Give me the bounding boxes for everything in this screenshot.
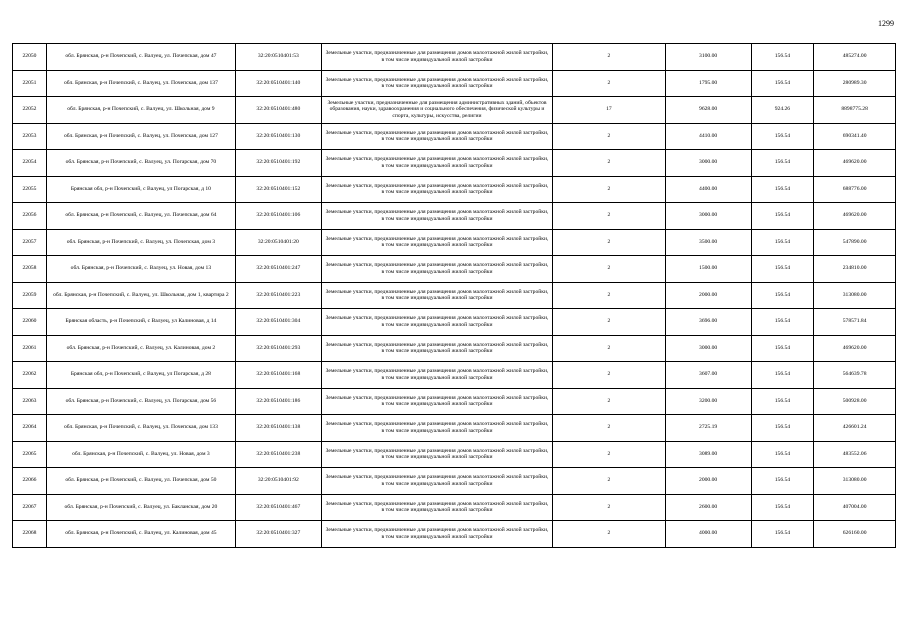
specific-value-cell: 156.54 — [751, 229, 814, 256]
cadastral-value-cell: 8898775.28 — [814, 97, 896, 124]
specific-value-cell: 924.26 — [751, 97, 814, 124]
cadastral-value-cell: 469620.00 — [814, 203, 896, 230]
cadastral-value-cell: 547890.00 — [814, 229, 896, 256]
area-cell: 9628.00 — [665, 97, 751, 124]
table-row — [13, 415, 896, 442]
row-number: 22057 — [13, 229, 47, 256]
specific-value-cell: 156.54 — [751, 362, 814, 389]
cadastral-value-cell: 469620.00 — [814, 150, 896, 177]
category-cell: 2 — [553, 521, 665, 548]
table-row — [13, 97, 896, 124]
row-number: 22065 — [13, 441, 47, 468]
cadastral-number-cell: 32:20:0510401:467 — [235, 494, 321, 521]
category-cell: 2 — [553, 229, 665, 256]
category-cell: 2 — [553, 282, 665, 309]
land-use-cell: Земельные участки, предназначенные для размещения домов малоэтажной жилой застройки, в том числе индивидуальной жилой застройки — [321, 203, 552, 230]
specific-value-cell: 156.54 — [751, 256, 814, 283]
specific-value-cell: 156.54 — [751, 468, 814, 495]
cadastral-number-cell: 32:20:0510401:247 — [235, 256, 321, 283]
cadastral-number-cell: 32:20:0510401:223 — [235, 282, 321, 309]
row-number: 22060 — [13, 309, 47, 336]
cadastral-value-table — [12, 43, 896, 548]
cadastral-number-cell: 32:20:0510401:53 — [235, 44, 321, 71]
address-cell: Брянская обл, р-н Почепский, с Валуец, ул Погарская, д 28 — [46, 362, 235, 389]
address-cell: обл. Брянская, р-н Почепский, с. Валуец, ул. Почепская, дом 3 — [46, 229, 235, 256]
cadastral-value-cell: 690341.40 — [814, 123, 896, 150]
table-row — [13, 229, 896, 256]
land-use-cell: Земельные участки, предназначенные для размещения домов малоэтажной жилой застройки, в том числе индивидуальной жилой застройки — [321, 282, 552, 309]
cadastral-value-cell: 578571.84 — [814, 309, 896, 336]
table-row — [13, 309, 896, 336]
area-cell: 1795.00 — [665, 70, 751, 97]
category-cell: 2 — [553, 388, 665, 415]
row-number: 22061 — [13, 335, 47, 362]
category-cell: 2 — [553, 44, 665, 71]
row-number: 22064 — [13, 415, 47, 442]
row-number: 22059 — [13, 282, 47, 309]
address-cell: обл. Брянская, р-н Почепский, с. Валуец, ул. Почепская, дом 47 — [46, 44, 235, 71]
land-use-cell: Земельные участки, предназначенные для размещения домов малоэтажной жилой застройки, в том числе индивидуальной жилой застройки — [321, 123, 552, 150]
cadastral-value-cell: 407004.00 — [814, 494, 896, 521]
table-row — [13, 521, 896, 548]
table-row — [13, 468, 896, 495]
specific-value-cell: 156.54 — [751, 123, 814, 150]
table-row — [13, 282, 896, 309]
specific-value-cell: 156.54 — [751, 282, 814, 309]
row-number: 22066 — [13, 468, 47, 495]
specific-value-cell: 156.54 — [751, 70, 814, 97]
area-cell: 2000.00 — [665, 282, 751, 309]
area-cell: 3000.00 — [665, 203, 751, 230]
area-cell: 4400.00 — [665, 176, 751, 203]
category-cell: 2 — [553, 176, 665, 203]
category-cell: 2 — [553, 70, 665, 97]
address-cell: обл. Брянская, р-н Почепский, с. Валуец, ул. Калиновая, дом 45 — [46, 521, 235, 548]
address-cell: Брянская область, р-н Почепский, с Валуец, ул Калиновая, д 14 — [46, 309, 235, 336]
area-cell: 3089.00 — [665, 441, 751, 468]
address-cell: обл. Брянская, р-н Почепский, с. Валуец, ул. Почепская, дом 133 — [46, 415, 235, 442]
area-cell: 3000.00 — [665, 335, 751, 362]
land-use-cell: Земельные участки, предназначенные для размещения административных зданий, объектов образования, науки, здравоохранения и социального обеспечения, физической культуры и спорта, культуры, искусства, религии — [321, 97, 552, 124]
category-cell: 2 — [553, 203, 665, 230]
table-row — [13, 203, 896, 230]
table-row — [13, 176, 896, 203]
land-use-cell: Земельные участки, предназначенные для размещения домов малоэтажной жилой застройки, в том числе индивидуальной жилой застройки — [321, 441, 552, 468]
land-use-cell: Земельные участки, предназначенные для размещения домов малоэтажной жилой застройки, в том числе индивидуальной жилой застройки — [321, 70, 552, 97]
specific-value-cell: 156.54 — [751, 388, 814, 415]
category-cell: 2 — [553, 468, 665, 495]
specific-value-cell: 156.54 — [751, 415, 814, 442]
cadastral-number-cell: 32:20:0510401:168 — [235, 362, 321, 389]
row-number: 22062 — [13, 362, 47, 389]
cadastral-number-cell: 32:20:0510401:293 — [235, 335, 321, 362]
area-cell: 3200.00 — [665, 388, 751, 415]
address-cell: обл. Брянская, р-н Почепский, с. Валуец, ул. Почепская, дом 64 — [46, 203, 235, 230]
land-use-cell: Земельные участки, предназначенные для размещения домов малоэтажной жилой застройки, в том числе индивидуальной жилой застройки — [321, 521, 552, 548]
category-cell: 2 — [553, 441, 665, 468]
category-cell: 2 — [553, 494, 665, 521]
land-use-cell: Земельные участки, предназначенные для размещения домов малоэтажной жилой застройки, в том числе индивидуальной жилой застройки — [321, 309, 552, 336]
address-cell: обл. Брянская, р-н Почепский, с. Валуец, ул. Новая, дом 13 — [46, 256, 235, 283]
cadastral-number-cell: 32:20:0510401:186 — [235, 388, 321, 415]
area-cell: 4000.00 — [665, 521, 751, 548]
area-cell: 4410.00 — [665, 123, 751, 150]
area-cell: 2600.00 — [665, 494, 751, 521]
cadastral-value-cell: 426601.24 — [814, 415, 896, 442]
specific-value-cell: 156.54 — [751, 494, 814, 521]
table-row — [13, 150, 896, 177]
area-cell: 3000.00 — [665, 150, 751, 177]
row-number: 22058 — [13, 256, 47, 283]
table-row — [13, 256, 896, 283]
cadastral-value-cell: 280989.30 — [814, 70, 896, 97]
cadastral-number-cell: 32:20:0510401:20 — [235, 229, 321, 256]
row-number: 22055 — [13, 176, 47, 203]
land-use-cell: Земельные участки, предназначенные для размещения домов малоэтажной жилой застройки, в том числе индивидуальной жилой застройки — [321, 362, 552, 389]
cadastral-number-cell: 32:20:0510401:92 — [235, 468, 321, 495]
land-use-cell: Земельные участки, предназначенные для размещения домов малоэтажной жилой застройки, в том числе индивидуальной жилой застройки — [321, 335, 552, 362]
row-number: 22051 — [13, 70, 47, 97]
table-row — [13, 335, 896, 362]
specific-value-cell: 156.54 — [751, 521, 814, 548]
cadastral-value-cell: 313080.00 — [814, 468, 896, 495]
category-cell: 2 — [553, 256, 665, 283]
page-number: 1299 — [878, 19, 894, 28]
table-row — [13, 388, 896, 415]
cadastral-number-cell: 32:20:0510401:480 — [235, 97, 321, 124]
cadastral-number-cell: 32:20:0510401:304 — [235, 309, 321, 336]
address-cell: обл. Брянская, р-н Почепский, с. Валуец, ул. Бакланская, дом 20 — [46, 494, 235, 521]
category-cell: 17 — [553, 97, 665, 124]
specific-value-cell: 156.54 — [751, 203, 814, 230]
address-cell: обл. Брянская, р-н Почепский, с. Валуец, ул. Школьная, дом 1, квартира 2 — [46, 282, 235, 309]
cadastral-value-cell: 500928.00 — [814, 388, 896, 415]
row-number: 22052 — [13, 97, 47, 124]
cadastral-value-cell: 313080.00 — [814, 282, 896, 309]
specific-value-cell: 156.54 — [751, 309, 814, 336]
cadastral-value-cell: 469620.00 — [814, 335, 896, 362]
land-use-cell: Земельные участки, предназначенные для размещения домов малоэтажной жилой застройки, в том числе индивидуальной жилой застройки — [321, 494, 552, 521]
table-row — [13, 44, 896, 71]
land-use-cell: Земельные участки, предназначенные для размещения домов малоэтажной жилой застройки, в том числе индивидуальной жилой застройки — [321, 44, 552, 71]
area-cell: 2725.19 — [665, 415, 751, 442]
cadastral-value-cell: 564639.78 — [814, 362, 896, 389]
area-cell: 3607.00 — [665, 362, 751, 389]
land-use-cell: Земельные участки, предназначенные для размещения домов малоэтажной жилой застройки, в том числе индивидуальной жилой застройки — [321, 176, 552, 203]
land-use-cell: Земельные участки, предназначенные для размещения домов малоэтажной жилой застройки, в том числе индивидуальной жилой застройки — [321, 150, 552, 177]
cadastral-value-cell: 485274.00 — [814, 44, 896, 71]
category-cell: 2 — [553, 415, 665, 442]
cadastral-number-cell: 32:20:0510401:106 — [235, 203, 321, 230]
cadastral-number-cell: 32:20:0510401:152 — [235, 176, 321, 203]
cadastral-value-cell: 626160.00 — [814, 521, 896, 548]
area-cell: 3500.00 — [665, 229, 751, 256]
table-row — [13, 123, 896, 150]
cadastral-value-cell: 234810.00 — [814, 256, 896, 283]
cadastral-number-cell: 32:20:0510401:138 — [235, 415, 321, 442]
land-use-cell: Земельные участки, предназначенные для размещения домов малоэтажной жилой застройки, в том числе индивидуальной жилой застройки — [321, 388, 552, 415]
category-cell: 2 — [553, 309, 665, 336]
land-use-cell: Земельные участки, предназначенные для размещения домов малоэтажной жилой застройки, в том числе индивидуальной жилой застройки — [321, 256, 552, 283]
row-number: 22067 — [13, 494, 47, 521]
specific-value-cell: 156.54 — [751, 44, 814, 71]
address-cell: обл. Брянская, р-н Почепский, с. Валуец, ул. Погарская, дом 56 — [46, 388, 235, 415]
cadastral-number-cell: 32:20:0510401:130 — [235, 123, 321, 150]
address-cell: обл. Брянская, р-н Почепский, с. Валуец, ул. Почепская, дом 137 — [46, 70, 235, 97]
cadastral-number-cell: 32:20:0510401:327 — [235, 521, 321, 548]
area-cell: 3100.00 — [665, 44, 751, 71]
cadastral-number-cell: 32:20:0510401:140 — [235, 70, 321, 97]
address-cell: обл. Брянская, р-н Почепский, с. Валуец, ул. Почепская, дом 127 — [46, 123, 235, 150]
row-number: 22050 — [13, 44, 47, 71]
row-number: 22054 — [13, 150, 47, 177]
specific-value-cell: 156.54 — [751, 335, 814, 362]
address-cell: обл. Брянская, р-н Почепский, с. Валуец, ул. Погарская, дом 70 — [46, 150, 235, 177]
area-cell: 2000.00 — [665, 468, 751, 495]
table-row — [13, 362, 896, 389]
cadastral-number-cell: 32:20:0510401:192 — [235, 150, 321, 177]
specific-value-cell: 156.54 — [751, 150, 814, 177]
row-number: 22056 — [13, 203, 47, 230]
address-cell: обл. Брянская, р-н Почепский, с. Валуец, ул. Калиновая, дом 2 — [46, 335, 235, 362]
land-use-cell: Земельные участки, предназначенные для размещения домов малоэтажной жилой застройки, в том числе индивидуальной жилой застройки — [321, 468, 552, 495]
table-row — [13, 70, 896, 97]
table-row — [13, 441, 896, 468]
address-cell: Брянская обл, р-н Почепский, с Валуец, ул Погарская, д 10 — [46, 176, 235, 203]
cadastral-value-cell: 483552.06 — [814, 441, 896, 468]
row-number: 22063 — [13, 388, 47, 415]
specific-value-cell: 156.54 — [751, 176, 814, 203]
address-cell: обл. Брянская, р-н Почепский, с. Валуец, ул. Почепская, дом 50 — [46, 468, 235, 495]
category-cell: 2 — [553, 123, 665, 150]
cadastral-number-cell: 32:20:0510401:238 — [235, 441, 321, 468]
category-cell: 2 — [553, 335, 665, 362]
cadastral-value-cell: 688776.00 — [814, 176, 896, 203]
land-use-cell: Земельные участки, предназначенные для размещения домов малоэтажной жилой застройки, в том числе индивидуальной жилой застройки — [321, 229, 552, 256]
address-cell: обл. Брянская, р-н Почепский, с. Валуец, ул. Новая, дом 3 — [46, 441, 235, 468]
category-cell: 2 — [553, 150, 665, 177]
address-cell: обл. Брянская, р-н Почепский, с. Валуец, ул. Школьная, дом 9 — [46, 97, 235, 124]
area-cell: 3696.00 — [665, 309, 751, 336]
table-row — [13, 494, 896, 521]
area-cell: 1500.00 — [665, 256, 751, 283]
row-number: 22053 — [13, 123, 47, 150]
land-use-cell: Земельные участки, предназначенные для размещения домов малоэтажной жилой застройки, в том числе индивидуальной жилой застройки — [321, 415, 552, 442]
specific-value-cell: 156.54 — [751, 441, 814, 468]
category-cell: 2 — [553, 362, 665, 389]
table-body — [13, 44, 896, 548]
row-number: 22068 — [13, 521, 47, 548]
